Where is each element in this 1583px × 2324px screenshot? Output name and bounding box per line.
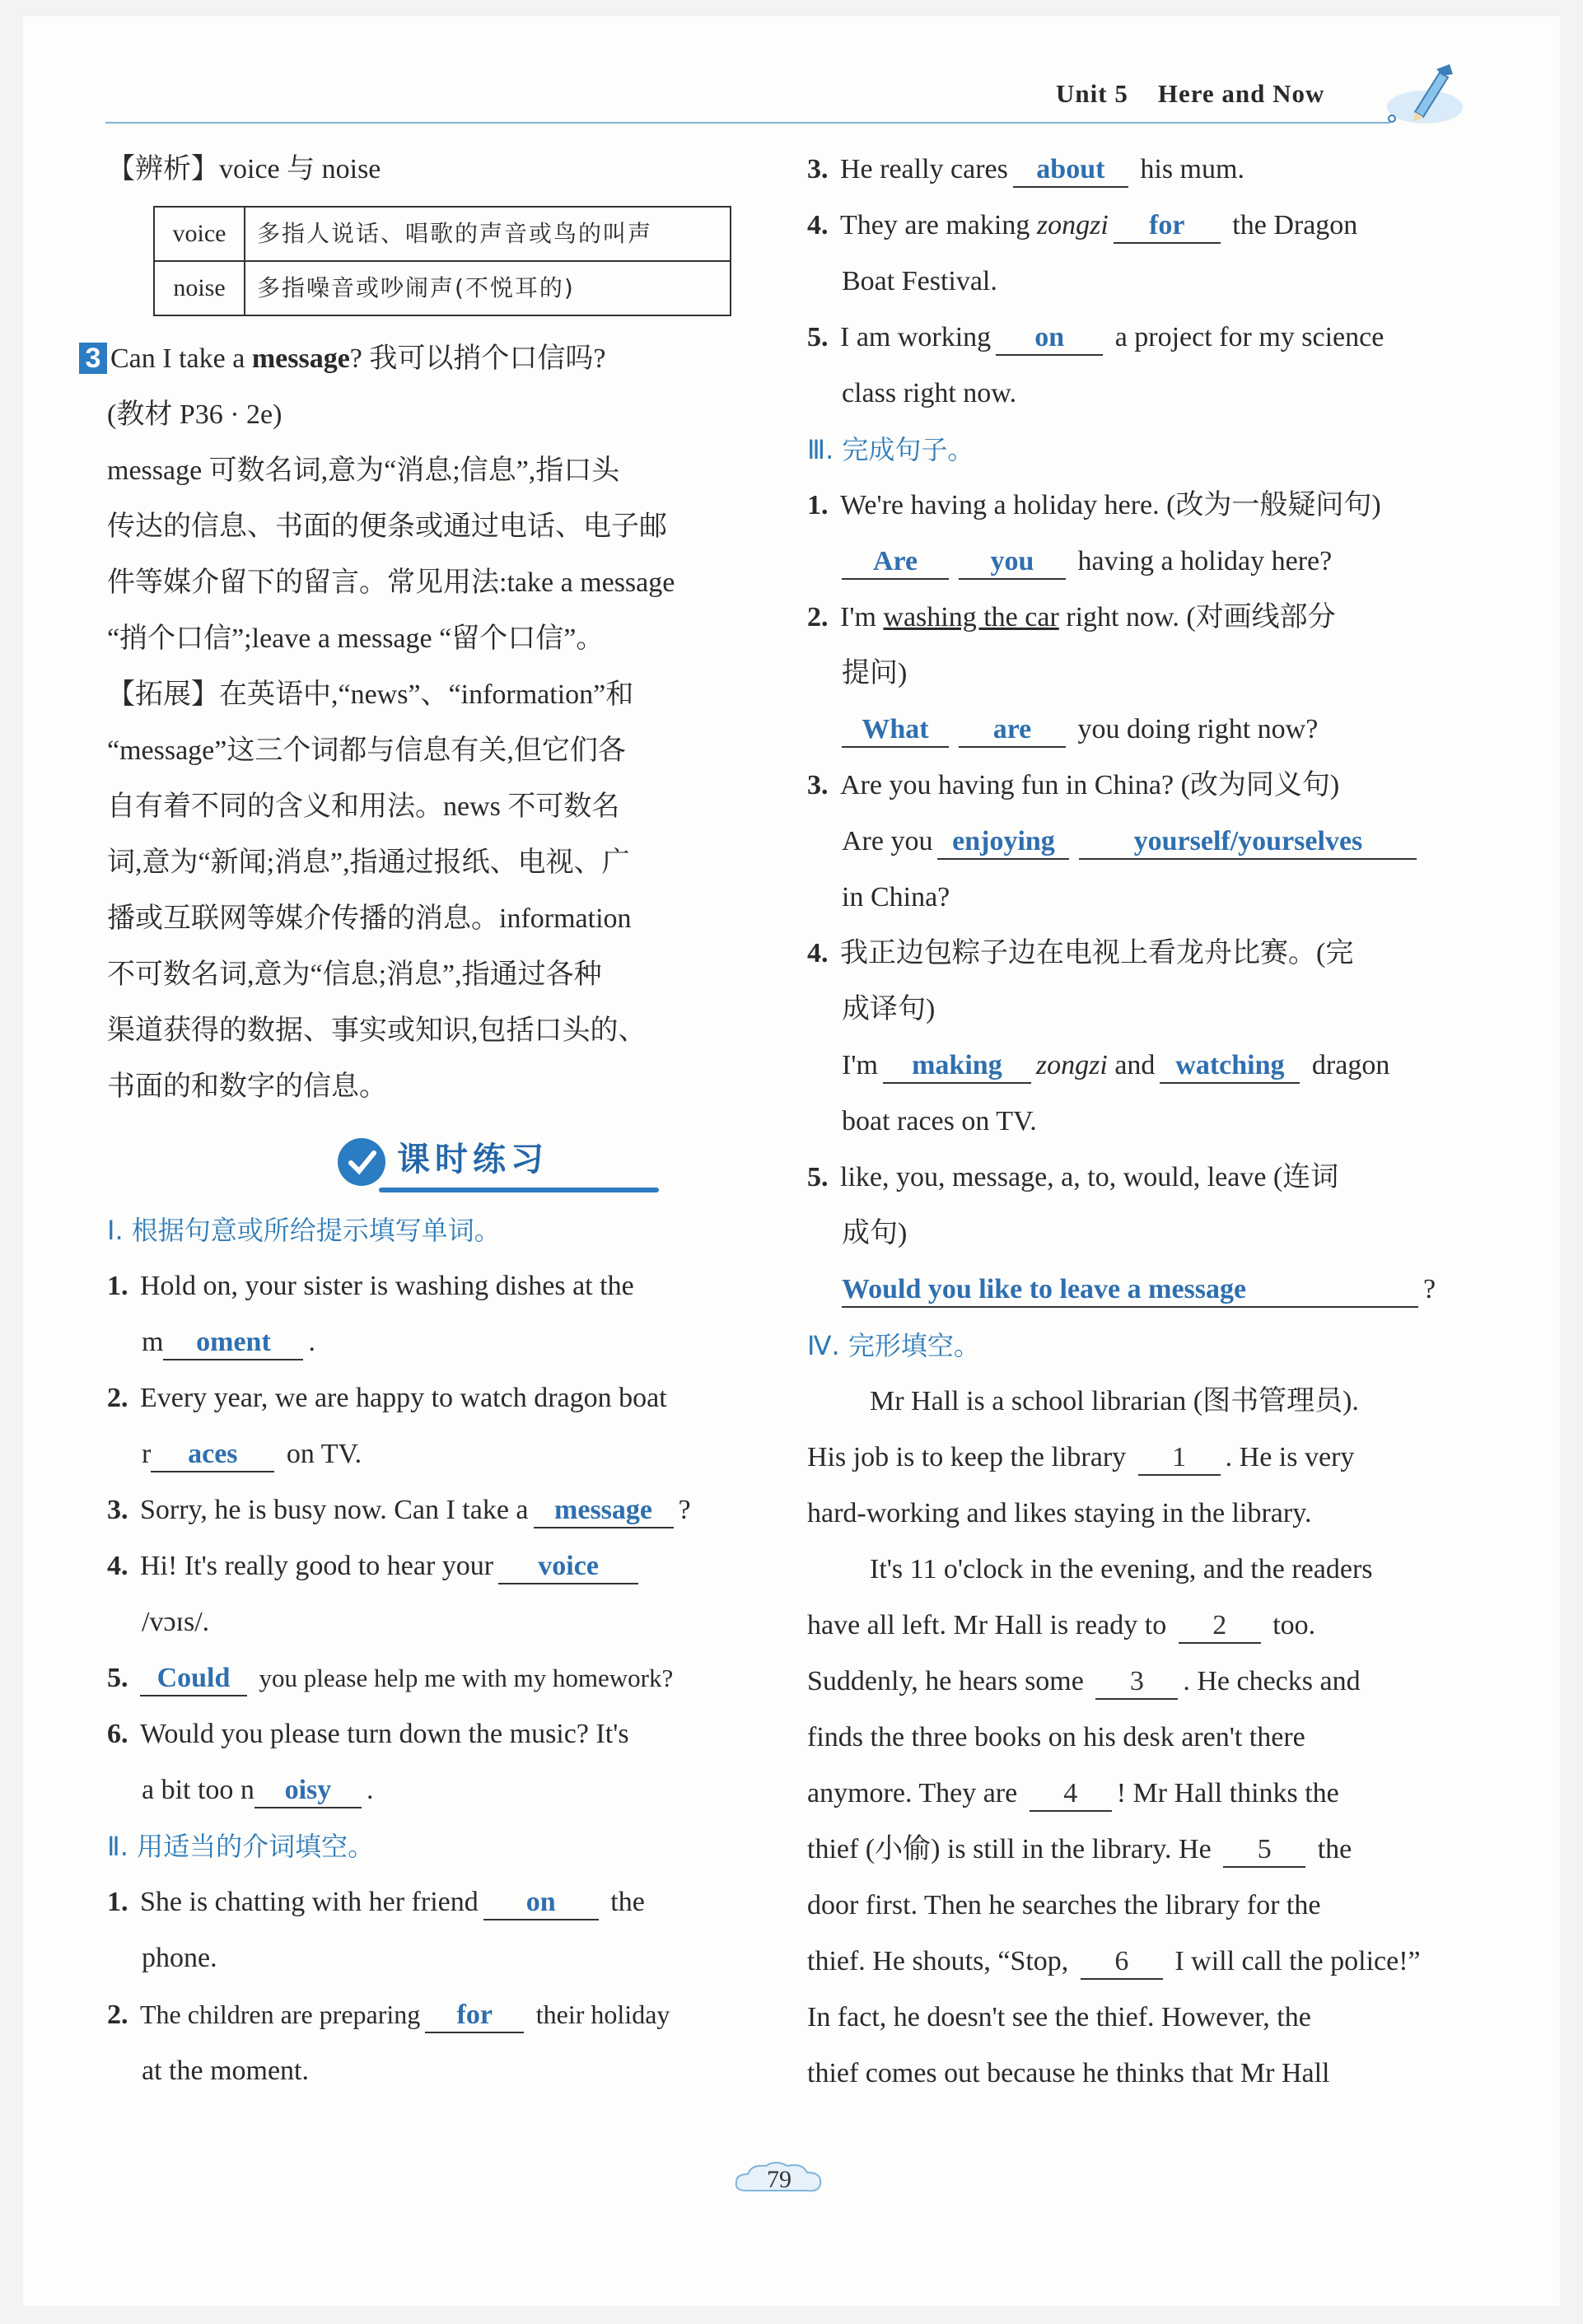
- question-item: 3. Sorry, he is busy now. Can I take a message ?: [107, 1482, 758, 1538]
- page-header: [1056, 79, 1354, 109]
- cloze-passage: [807, 1374, 1466, 2102]
- point-number-badge: 3: [79, 343, 107, 374]
- analysis-title: 【辨析】voice 与 noise: [107, 154, 381, 184]
- answer-line: Would you like to leave a message ?: [807, 1262, 1466, 1318]
- cloze-line: Suddenly, he hears some 3 . He checks and: [807, 1654, 1466, 1710]
- cloze-line: finds the three books on his desk aren't there: [807, 1722, 1305, 1752]
- extend-line: 不可数名词,意为“信息;消息”,指通过各种: [107, 959, 602, 990]
- cloze-line: His job is to keep the library 1 . He is very: [807, 1430, 1466, 1486]
- answer-blank[interactable]: for: [425, 1999, 524, 2033]
- answer-blank[interactable]: you: [959, 545, 1066, 580]
- extend-line: 播或互联网等媒介传播的消息。information: [107, 903, 632, 934]
- answer-line: Are you having a holiday here?: [807, 534, 1466, 590]
- cloze-line: door first. Then he searches the library for the: [807, 1890, 1321, 1920]
- table-cell-desc: 多指噪音或吵闹声(不悦耳的): [245, 261, 731, 315]
- section-title: Ⅲ. 完成句子。: [807, 434, 974, 465]
- cloze-line: have all left. Mr Hall is ready to 2 too.: [807, 1598, 1466, 1654]
- question-item-cont: at the moment.: [142, 2056, 310, 2086]
- cloze-line: It's 11 o'clock in the evening, and the readers: [870, 1554, 1373, 1584]
- answer-blank[interactable]: oisy: [254, 1774, 362, 1808]
- practice-banner: [107, 1123, 758, 1202]
- question-item: 5. Could you please help me with my homework?: [107, 1650, 758, 1706]
- cloze-blank[interactable]: 6: [1081, 1945, 1163, 1980]
- cloze-line: anymore. They are 4 ! Mr Hall thinks the: [807, 1766, 1466, 1822]
- answer-blank[interactable]: enjoying: [937, 825, 1069, 860]
- answer-blank[interactable]: oment: [163, 1326, 303, 1360]
- answer-line-cont: boat races on TV.: [842, 1106, 1037, 1136]
- answer-blank[interactable]: on: [483, 1886, 599, 1920]
- table-row: [154, 207, 731, 261]
- cloze-line: thief. He shouts, “Stop, 6 I will call the police!”: [807, 1934, 1466, 1990]
- answer-blank[interactable]: on: [996, 321, 1103, 356]
- answer-blank[interactable]: for: [1114, 209, 1221, 244]
- cloze-blank[interactable]: 5: [1223, 1833, 1305, 1868]
- point3-text-a: Can I take a: [110, 343, 252, 374]
- answer-blank[interactable]: Are: [842, 545, 949, 580]
- page-number-text: 79: [767, 2166, 792, 2193]
- cloze-blank[interactable]: 2: [1179, 1609, 1261, 1644]
- table-cell-word: noise: [154, 261, 245, 315]
- header-rule: [105, 122, 1390, 124]
- question-item-cont: 提问): [842, 658, 908, 688]
- question-item: 6. Would you please turn down the music? It's: [107, 1719, 629, 1749]
- question-item: 1. We're having a holiday here. (改为一般疑问句): [807, 490, 1381, 520]
- answer-blank[interactable]: Could: [140, 1662, 247, 1696]
- question-item-cont: 成译句): [842, 994, 936, 1024]
- point3-line: 件等媒介留下的留言。常见用法:take a message: [107, 567, 675, 598]
- question-item: 5. like, you, message, a, to, would, leave (连词: [807, 1162, 1339, 1192]
- cloze-blank[interactable]: 4: [1030, 1777, 1112, 1812]
- answer-blank[interactable]: are: [959, 713, 1066, 748]
- answer-blank[interactable]: watching: [1160, 1049, 1300, 1084]
- extend-line: “message”这三个词都与信息有关,但它们各: [107, 735, 626, 766]
- question-item-cont: 成句): [842, 1218, 908, 1248]
- cloze-line: hard-working and likes staying in the library.: [807, 1498, 1312, 1528]
- question-item-cont: Boat Festival.: [842, 266, 997, 296]
- point3-keyword: message: [251, 343, 350, 374]
- extend-line: 【拓展】在英语中,“news”、“information”和: [107, 679, 634, 710]
- answer-blank[interactable]: Would you like to leave a message: [842, 1273, 1418, 1308]
- question-item-cont: class right now.: [842, 378, 1017, 408]
- question-item: 2. I'm washing the car right now. (对画线部分: [807, 602, 1336, 632]
- question-item-cont: r aces on TV.: [107, 1426, 758, 1482]
- extend-line: 词,意为“新闻;消息”,指通过报纸、电视、广: [107, 847, 630, 878]
- question-item-cont: phone.: [142, 1943, 217, 1973]
- answer-blank[interactable]: about: [1013, 153, 1128, 188]
- point3-source: (教材 P36 · 2e): [107, 399, 283, 430]
- point3-heading: [79, 331, 758, 387]
- section-title: Ⅰ. 根据句意或所给提示填写单词。: [107, 1215, 501, 1246]
- question-item-cont: a bit too n oisy .: [107, 1762, 758, 1818]
- point3-text-c: ? 我可以捎个口信吗?: [349, 343, 606, 374]
- left-column: [85, 142, 758, 2099]
- question-item: 4. Hi! It's really good to hear your voice: [107, 1538, 758, 1594]
- question-item-cont: /vɔɪs/.: [142, 1607, 210, 1637]
- cloze-line: In fact, he doesn't see the thief. However, the: [807, 2002, 1311, 2032]
- section-title: Ⅳ. 完形填空。: [807, 1330, 980, 1361]
- cloze-line: thief comes out because he thinks that Mr Hall: [807, 2058, 1330, 2088]
- answer-blank[interactable]: making: [883, 1049, 1031, 1084]
- answer-blank[interactable]: voice: [498, 1550, 638, 1584]
- question-item: 1. She is chatting with her friend on the: [107, 1874, 758, 1930]
- page-number: [730, 2159, 829, 2200]
- answer-line: What are you doing right now?: [807, 702, 1466, 758]
- voice-noise-table: [153, 206, 731, 316]
- point3-line: 传达的信息、书面的便条或通过电话、电子邮: [107, 511, 667, 542]
- answer-line: I'm making zongzi and watching dragon: [807, 1038, 1466, 1094]
- answer-line: Are you enjoying yourself/yourselves: [807, 814, 1466, 870]
- check-icon: [338, 1138, 385, 1186]
- table-cell-word: voice: [154, 207, 245, 261]
- unit-title: Here and Now: [1157, 79, 1325, 108]
- extend-line: 自有着不同的含义和用法。news 不可数名: [107, 791, 620, 822]
- cloze-blank[interactable]: 3: [1095, 1665, 1178, 1700]
- question-item: 1. Hold on, your sister is washing dishes at the: [107, 1271, 634, 1301]
- question-item: 3. Are you having fun in China? (改为同义句): [807, 770, 1340, 800]
- question-item: 2. Every year, we are happy to watch dragon boat: [107, 1383, 667, 1413]
- question-item: 4. 我正边包粽子边在电视上看龙舟比赛。(完: [807, 938, 1354, 968]
- section-title: Ⅱ. 用适当的介词填空。: [107, 1831, 375, 1862]
- extend-line: 书面的和数字的信息。: [107, 1071, 387, 1102]
- extend-line: 渠道获得的数据、事实或知识,包括口头的、: [107, 1015, 647, 1046]
- cloze-blank[interactable]: 1: [1138, 1441, 1221, 1476]
- banner-title: 课时练习: [397, 1141, 549, 1178]
- unit-label: Unit 5: [1056, 79, 1128, 108]
- point3-line: message 可数名词,意为“消息;信息”,指口头: [107, 455, 620, 486]
- cloze-line: thief (小偷) is still in the library. He 5 the: [807, 1822, 1466, 1878]
- table-cell-desc: 多指人说话、唱歌的声音或鸟的叫声: [245, 207, 731, 261]
- pencil-icon: [1367, 58, 1466, 132]
- right-column: [807, 142, 1466, 2102]
- answer-blank[interactable]: What: [842, 713, 949, 748]
- point3-line: “捎个口信”;leave a message “留个口信”。: [107, 623, 605, 654]
- answer-line-cont: in China?: [842, 882, 950, 912]
- answer-blank[interactable]: message: [534, 1494, 674, 1528]
- question-item: 3. He really cares about his mum.: [807, 142, 1466, 198]
- question-item: 4. They are making zongzi for the Dragon: [807, 198, 1466, 254]
- question-item: 5. I am working on a project for my science: [807, 310, 1466, 366]
- answer-blank[interactable]: aces: [151, 1438, 274, 1472]
- question-item: 2. The children are preparing for their holiday: [107, 1986, 758, 2043]
- cloze-line: Mr Hall is a school librarian (图书管理员).: [870, 1386, 1359, 1416]
- table-row: [154, 261, 731, 315]
- answer-blank[interactable]: yourself/yourselves: [1079, 825, 1417, 860]
- question-item-cont: m oment .: [107, 1314, 758, 1370]
- banner-underline: [379, 1188, 659, 1192]
